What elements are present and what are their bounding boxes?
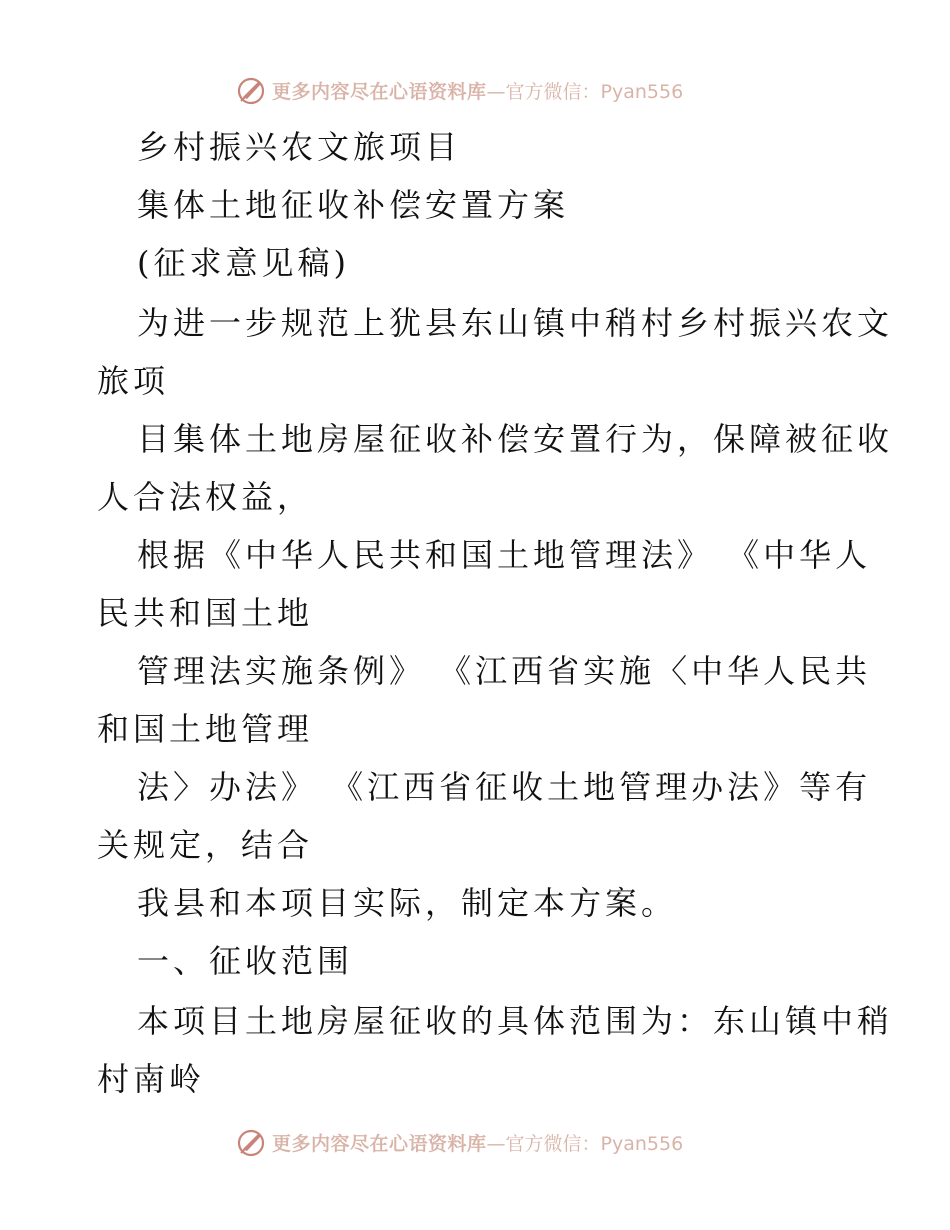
paragraph-line: 为进一步规范上犹县东山镇中稍村乡村振兴农文 (137, 304, 894, 342)
paragraph-line: 目集体土地房屋征收补偿安置行为，保障被征收 (137, 420, 894, 458)
quill-pen-logo-icon (236, 75, 266, 105)
watermark-text: 更多内容尽在心语资料库 (272, 1132, 487, 1155)
paragraph-line: 我县和本项目实际，制定本方案。 (137, 884, 678, 922)
doc-title-line-1: 乡村振兴农文旅项目 (137, 128, 462, 166)
paragraph-line: 本项目土地房屋征收的具体范围为：东山镇中稍 (137, 1002, 894, 1040)
doc-title-line-2: 集体土地征收补偿安置方案 (137, 186, 570, 224)
section-heading: 一、征收范围 (137, 942, 354, 980)
paragraph-line: 法〉办法》 《江西省征收土地管理办法》等有 (137, 768, 872, 806)
footer-watermark (236, 1126, 683, 1158)
header-watermark (236, 74, 683, 106)
doc-subtitle: (征求意见稿) (137, 244, 350, 282)
quill-pen-logo-icon (236, 1127, 266, 1157)
paragraph-line: 人合法权益， (97, 478, 314, 516)
paragraph-line: 管理法实施条例》 《江西省实施〈中华人民共 (137, 652, 872, 690)
paragraph-line: 旅项 (97, 362, 170, 400)
watermark-text: 更多内容尽在心语资料库 (272, 80, 487, 103)
paragraph-line: 村南岭 (97, 1060, 206, 1098)
paragraph-line: 和国土地管理 (97, 710, 314, 748)
watermark-suffix: —官方微信：Pyan556 (486, 80, 684, 103)
watermark-suffix: —官方微信：Pyan556 (486, 1132, 684, 1155)
paragraph-line: 民共和国土地 (97, 594, 314, 632)
paragraph-line: 关规定，结合 (97, 826, 314, 864)
paragraph-line: 根据《中华人民共和国土地管理法》 《中华人 (137, 536, 872, 574)
